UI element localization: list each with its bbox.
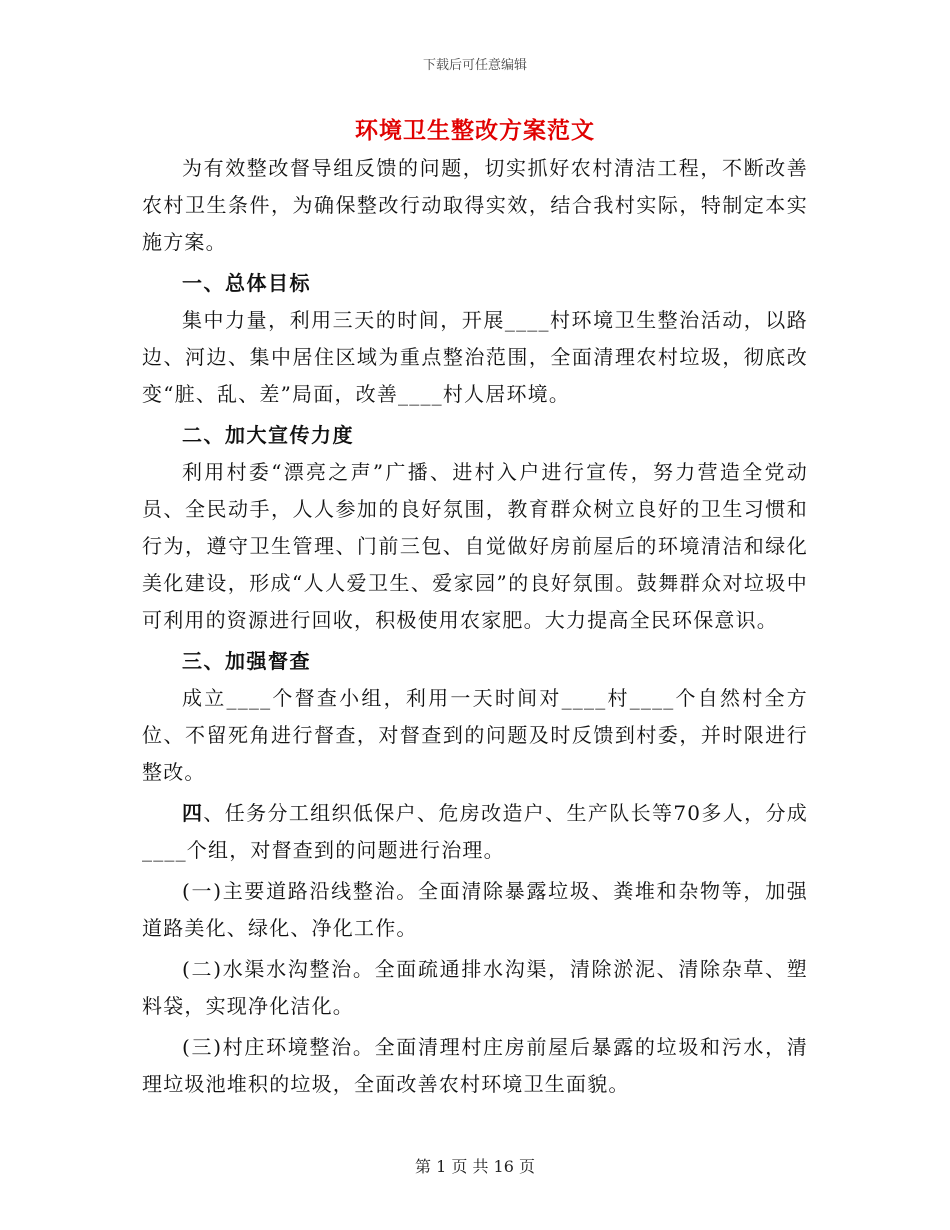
header-note: 下载后可任意编辑 [422,58,527,73]
section-4-paragraph [142,795,808,869]
section-4-text: 、任务分工组织低保户、危房改造户、生产队长等70多人，分成____个组，对督查到的问题进行治理。 [142,801,809,862]
task-item-2: (二)水渠水沟整治。全面疏通排水沟渠，清除淤泥、清除杂草、塑料袋，实现净化洁化。 [142,957,808,1018]
intro-paragraph: 为有效整改督导组反馈的问题，切实抓好农村清洁工程，不断改善农村卫生条件，为确保整改行动取得实效，结合我村实际，特制定本实施方案。 [142,156,808,254]
page-footer: 第 1 页 共 16 页 [415,1157,535,1176]
section-1-paragraph: 集中力量，利用三天的时间，开展____村环境卫生整治活动，以路边、河边、集中居住区域为重点整治范围，全面清理农村垃圾，彻底改变“脏、乱、差”局面，改善____村人居环境。 [142,308,808,406]
section-2-paragraph: 利用村委“漂亮之声”广播、进村入户进行宣传，努力营造全党动员、全民动手，人人参加的良好氛围，教育群众树立良好的卫生习惯和行为，遵守卫生管理、门前三包、自觉做好房前屋后的环境清洁和绿化美化建设，形成“人人爱卫生、爱家园”的良好氛围。鼓舞群众对垃圾中可利用的资源进行回收，积极使用农家肥。大力提高全民环保意识。 [142,460,808,632]
section-heading-2: 二、加大宣传力度 [182,423,354,447]
document-body [142,150,808,1103]
section-heading-1: 一、总体目标 [182,271,311,295]
section-heading-3: 三、加强督查 [182,649,311,673]
task-item-3: (三)村庄环境整治。全面清理村庄房前屋后暴露的垃圾和污水，清理垃圾池堆积的垃圾，全面改善农村环境卫生面貌。 [142,1035,808,1096]
task-item-1: (一)主要道路沿线整治。全面清除暴露垃圾、粪堆和杂物等，加强道路美化、绿化、净化工作。 [142,879,808,940]
section-3-paragraph: 成立____个督查小组，利用一天时间对____村____个自然村全方位、不留死角进行督查，对督查到的问题及时反馈到村委，并时限进行整改。 [142,686,808,784]
section-4-label: 四 [182,801,204,825]
document-title: 环境卫生整改方案范文 [355,117,595,144]
